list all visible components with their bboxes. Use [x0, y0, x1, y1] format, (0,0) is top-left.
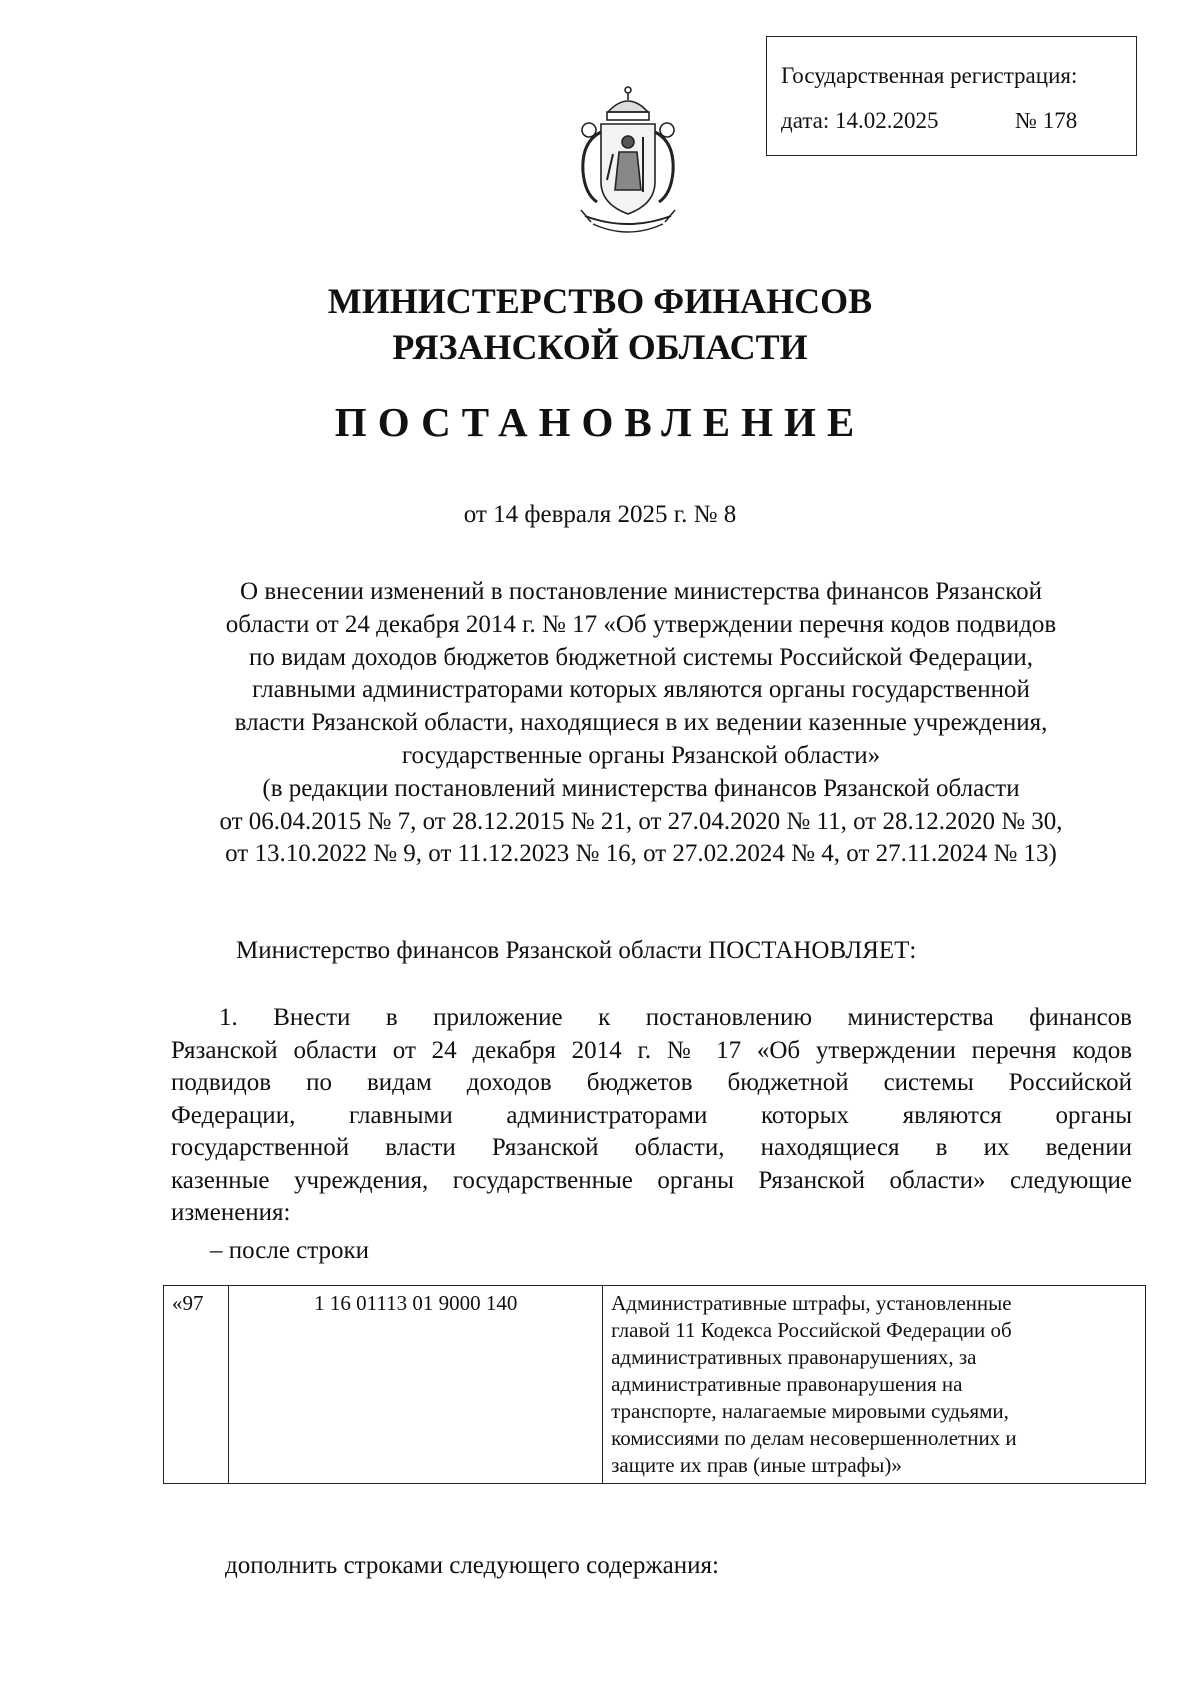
clause-line: 1. Внести в приложение к постановлению министерства финансов: [219, 1004, 1132, 1031]
income-name-cell: [603, 1286, 1146, 1484]
subject-line: О внесении изменений в постановление министерства финансов Рязанской: [240, 578, 1042, 605]
clause-line: Федерации, главными администраторами которых являются органы: [171, 1101, 1132, 1129]
ministry-name-line1: МИНИСТЕРСТВО ФИНАНСОВ: [327, 281, 873, 321]
clause-line: государственной власти Рязанской области, находящиеся в их ведении: [171, 1134, 1132, 1161]
subject-line: государственные органы Рязанской области»: [401, 741, 881, 769]
ministry-name: [0, 278, 1200, 370]
supplement-statement: дополнить строками следующего содержания:: [225, 1552, 719, 1579]
income-name-line: защите их прав (иные штрафы)»: [611, 1453, 902, 1477]
income-name-line: главой 11 Кодекса Российской Федерации об: [611, 1318, 1012, 1342]
subject-line: от 13.10.2022 № 9, от 11.12.2023 № 16, от 27.02.2024 № 4, от 27.11.2024 № 13): [225, 840, 1057, 868]
registration-number: № 178: [1015, 108, 1078, 133]
clause-1-paragraph: [171, 1002, 1132, 1230]
after-row-label: – после строки: [210, 1237, 370, 1264]
registration-title: Государственная регистрация:: [781, 63, 1078, 88]
document-subject: [150, 576, 1132, 871]
registration-date: дата: 14.02.2025: [781, 108, 939, 133]
table-row: [164, 1286, 1146, 1484]
income-name-line: Административные штрафы, установленные: [611, 1291, 1012, 1315]
subject-line: (в редакции постановлений министерства финансов Рязанской области: [262, 774, 1020, 802]
subject-line: главными администраторами которых являются органы государственной: [252, 676, 1030, 704]
document-date-number: от 14 февраля 2025 г. № 8: [463, 501, 737, 528]
income-name-line: транспорте, налагаемые мировыми судьями,: [611, 1399, 1009, 1423]
ministry-name-line2: РЯЗАНСКОЙ ОБЛАСТИ: [392, 327, 808, 367]
resolves-statement: Министерство финансов Рязанской области ПОСТАНОВЛЯЕТ:: [236, 937, 917, 964]
clause-line: подвидов по видам доходов бюджетов бюджетной системы Российской: [171, 1069, 1132, 1096]
income-name-line: административные правонарушения на: [611, 1372, 963, 1396]
income-name-line: административных правонарушениях, за: [611, 1345, 977, 1369]
clause-line: Рязанской области от 24 декабря 2014 г. № 17 «Об утверждении перечня кодов: [171, 1036, 1132, 1064]
coat-of-arms-emblem: [563, 82, 693, 244]
clause-line: казенные учреждения, государственные органы Рязанской области» следующие: [171, 1166, 1132, 1194]
codes-table: [163, 1285, 1146, 1484]
subject-line: по видам доходов бюджетов бюджетной системы Российской Федерации,: [249, 643, 1033, 671]
subject-line: области от 24 декабря 2014 г. № 17 «Об утверждении перечня кодов подвидов: [225, 610, 1057, 638]
subject-line: власти Рязанской области, находящиеся в их ведении казенные учреждения,: [234, 709, 1048, 737]
row-number-cell: «97: [164, 1286, 229, 1484]
subject-line: от 06.04.2015 № 7, от 28.12.2015 № 21, от 27.04.2020 № 11, от 28.12.2020 № 30,: [219, 807, 1063, 835]
document-type-heading: ПОСТАНОВЛЕНИЕ: [334, 399, 866, 445]
clause-line: изменения:: [171, 1199, 291, 1226]
income-name-line: комиссиями по делам несовершеннолетних и: [611, 1426, 1017, 1450]
registration-stamp: [766, 36, 1137, 156]
income-code-cell: 1 16 01113 01 9000 140: [229, 1286, 603, 1484]
